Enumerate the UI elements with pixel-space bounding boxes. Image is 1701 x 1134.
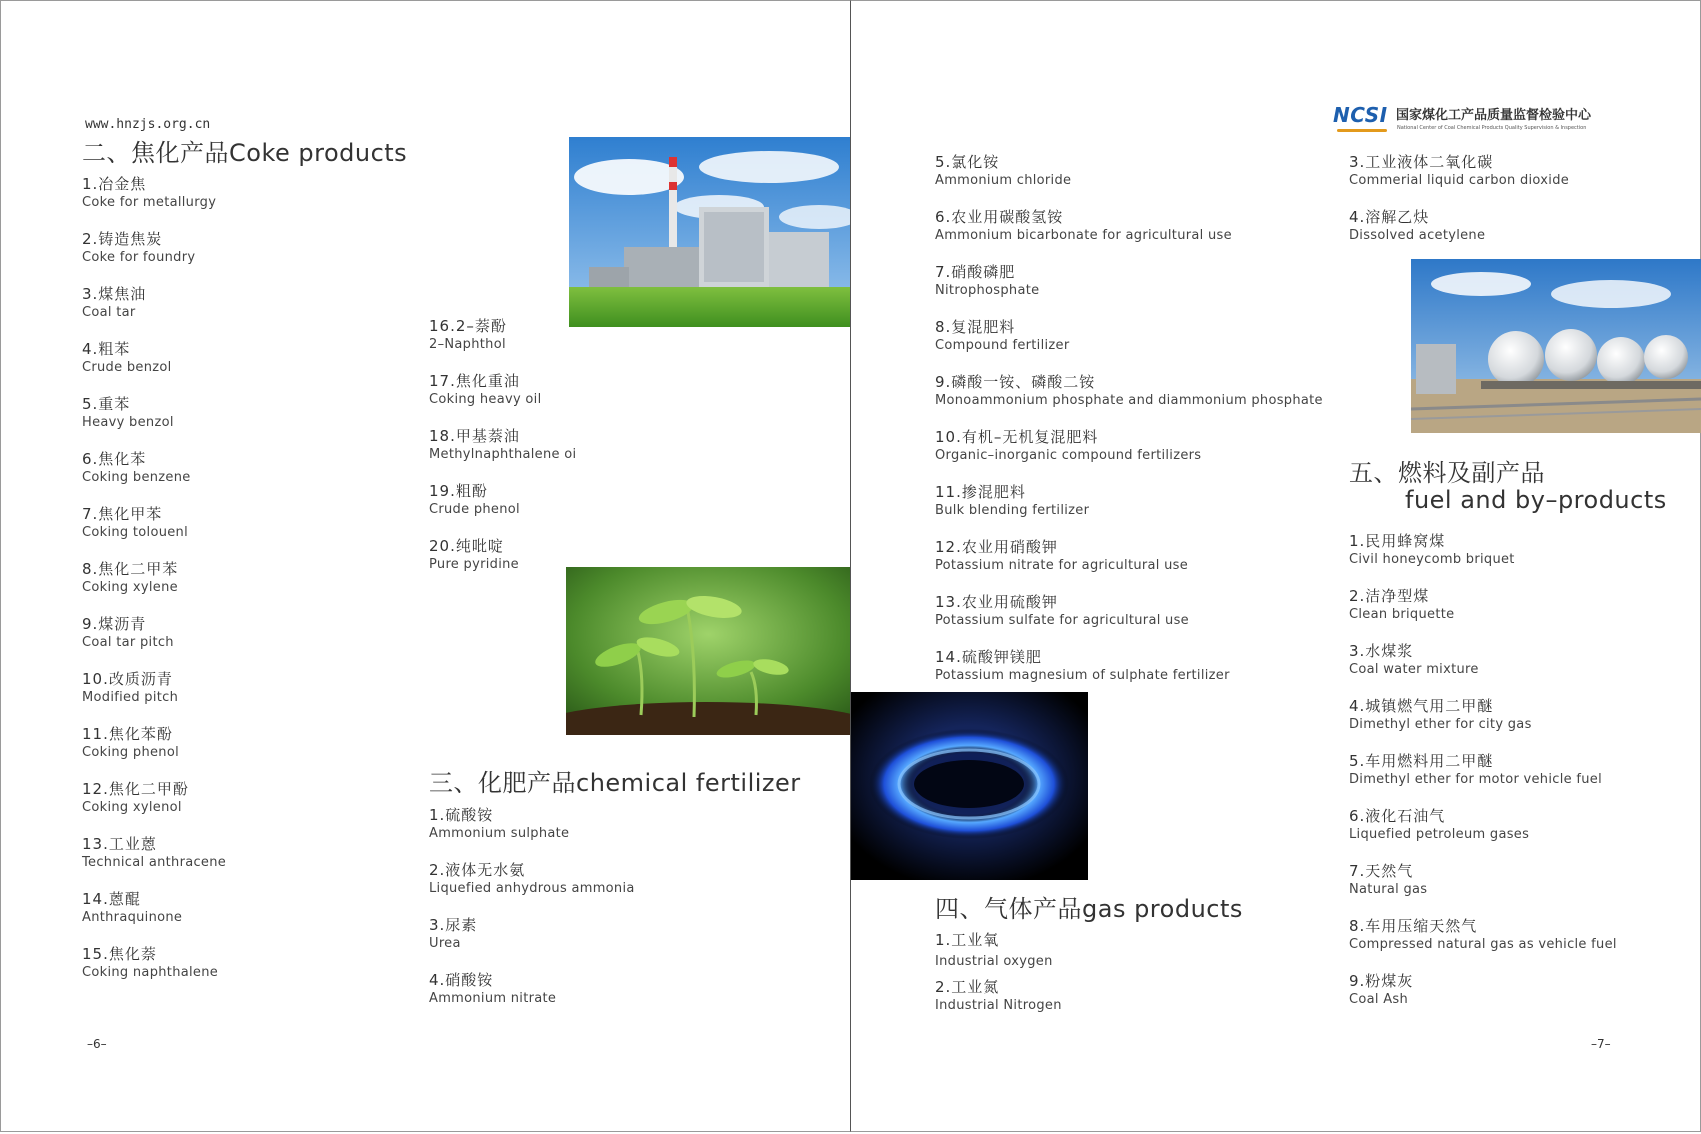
list-item	[82, 779, 189, 817]
list-item	[935, 372, 1323, 410]
list-item	[935, 930, 1053, 971]
logo-swoosh	[1337, 129, 1387, 132]
list-item	[935, 317, 1069, 355]
page-number: –6–	[87, 1037, 107, 1051]
list-item	[935, 977, 1062, 1015]
item-en: Compound fertilizer	[935, 338, 1070, 353]
item-en: Potassium nitrate for agricultural use	[935, 558, 1189, 573]
item-cn: 11.掺混肥料	[935, 483, 1026, 501]
item-cn: 1.冶金焦	[82, 175, 147, 193]
list-item	[82, 724, 179, 762]
list-item	[82, 229, 195, 267]
list-item	[935, 537, 1188, 575]
item-en: Heavy benzol	[82, 415, 174, 430]
ncsi-logo	[1333, 99, 1633, 139]
item-en: Dissolved acetylene	[1349, 228, 1486, 243]
item-en: Industrial Nitrogen	[935, 998, 1062, 1013]
logo-en-name: National Center of Coal Chemical Products Quality Supervision & Inspection	[1397, 125, 1587, 131]
item-cn: 11.焦化苯酚	[82, 725, 173, 743]
item-cn: 6.液化石油气	[1349, 807, 1446, 825]
item-cn: 13.农业用硫酸钾	[935, 593, 1058, 611]
item-cn: 19.粗酚	[429, 482, 488, 500]
page-6	[0, 0, 851, 1132]
item-en: 2–Naphthol	[429, 337, 506, 352]
list-item	[82, 339, 172, 377]
item-cn: 5.重苯	[82, 395, 131, 413]
item-cn: 2.液体无水氨	[429, 861, 526, 879]
item-en: Coking xylenol	[82, 800, 182, 815]
item-en: Anthraquinone	[82, 910, 183, 925]
list-item	[82, 614, 174, 652]
item-cn: 4.城镇燃气用二甲醚	[1349, 697, 1494, 715]
item-cn: 4.溶解乙炔	[1349, 208, 1430, 226]
item-en: Clean briquette	[1349, 607, 1455, 622]
item-en: Liquefied petroleum gases	[1349, 827, 1530, 842]
list-item	[82, 174, 216, 212]
list-item	[429, 970, 556, 1008]
item-cn: 7.焦化甲苯	[82, 505, 163, 523]
item-cn: 4.粗苯	[82, 340, 131, 358]
list-item	[1349, 971, 1413, 1009]
item-en: Ammonium chloride	[935, 173, 1072, 188]
item-cn: 2.铸造焦炭	[82, 230, 163, 248]
item-en: Ammonium sulphate	[429, 826, 570, 841]
item-en: Liquefied anhydrous ammonia	[429, 881, 635, 896]
gas-products-heading: 四、气体产品gas products	[935, 895, 1243, 923]
list-item	[1349, 531, 1515, 569]
ncsi-logo-mark: NCSI	[1333, 103, 1388, 127]
item-en: Ammonium nitrate	[429, 991, 557, 1006]
list-item	[935, 427, 1201, 465]
list-item	[935, 647, 1230, 685]
logo-cn-name: 国家煤化工产品质量监督检验中心	[1396, 108, 1592, 123]
item-en: Coking naphthalene	[82, 965, 219, 980]
item-en: Methylnaphthalene oi	[429, 447, 577, 462]
item-en: Crude benzol	[82, 360, 172, 375]
page-number: –7–	[1591, 1037, 1611, 1051]
item-en: Pure pyridine	[429, 557, 519, 572]
item-en: Modified pitch	[82, 690, 179, 705]
item-en: Industrial oxygen	[935, 954, 1053, 969]
list-item	[935, 482, 1089, 520]
item-cn: 4.硝酸铵	[429, 971, 494, 989]
list-item	[1349, 207, 1485, 245]
item-cn: 9.磷酸一铵、磷酸二铵	[935, 373, 1096, 391]
list-item	[1349, 586, 1454, 624]
list-item	[429, 426, 576, 464]
list-item	[82, 394, 174, 432]
coke-products-heading: 二、焦化产品Coke products	[82, 139, 408, 167]
item-en: Bulk blending fertilizer	[935, 503, 1090, 518]
list-item	[935, 262, 1039, 300]
item-cn: 5.车用燃料用二甲醚	[1349, 752, 1494, 770]
item-cn: 6.焦化苯	[82, 450, 147, 468]
list-item	[1349, 806, 1529, 844]
list-item	[935, 207, 1232, 245]
list-item	[429, 860, 635, 898]
seedlings-photo	[566, 567, 851, 735]
item-en: Coal tar	[82, 305, 136, 320]
item-cn: 9.粉煤灰	[1349, 972, 1414, 990]
list-item	[429, 371, 542, 409]
list-item	[935, 152, 1071, 190]
list-item	[1349, 696, 1532, 734]
item-en: Coke for foundry	[82, 250, 196, 265]
list-item	[82, 669, 178, 707]
item-en: Potassium sulfate for agricultural use	[935, 613, 1189, 628]
page-7	[850, 0, 1701, 1132]
item-cn: 18.甲基萘油	[429, 427, 520, 445]
list-item	[82, 834, 226, 872]
item-cn: 14.蒽醌	[82, 890, 141, 908]
item-en: Ammonium bicarbonate for agricultural use	[935, 228, 1232, 243]
storage-tanks-photo	[1411, 259, 1701, 433]
item-cn: 5.氯化铵	[935, 153, 1000, 171]
item-en: Coking phenol	[82, 745, 179, 760]
item-cn: 8.车用压缩天然气	[1349, 917, 1478, 935]
item-en: Dimethyl ether for city gas	[1349, 717, 1532, 732]
list-item	[935, 592, 1189, 630]
item-en: Coking tolouenl	[82, 525, 188, 540]
item-cn: 14.硫酸钾镁肥	[935, 648, 1042, 666]
item-cn: 3.煤焦油	[82, 285, 147, 303]
item-cn: 15.焦化萘	[82, 945, 157, 963]
item-en: Technical anthracene	[82, 855, 227, 870]
item-cn: 17.焦化重油	[429, 372, 520, 390]
item-cn: 1.硫酸铵	[429, 806, 494, 824]
list-item	[1349, 916, 1617, 954]
item-cn: 8.复混肥料	[935, 318, 1016, 336]
item-cn: 3.水煤浆	[1349, 642, 1414, 660]
item-en: Natural gas	[1349, 882, 1428, 897]
item-en: Coke for metallurgy	[82, 195, 217, 210]
item-en: Potassium magnesium of sulphate fertilizer	[935, 668, 1230, 683]
list-item	[82, 284, 146, 322]
item-cn: 16.2–萘酚	[429, 317, 507, 335]
item-cn: 7.硝酸磷肥	[935, 263, 1016, 281]
power-plant-photo	[569, 137, 851, 327]
list-item	[1349, 751, 1602, 789]
list-item	[1349, 152, 1569, 190]
list-item	[82, 504, 188, 542]
item-en: Coking benzene	[82, 470, 191, 485]
item-cn: 20.纯吡啶	[429, 537, 504, 555]
list-item	[429, 915, 477, 953]
list-item	[429, 316, 507, 354]
item-cn: 12.焦化二甲酚	[82, 780, 189, 798]
item-en: Coking heavy oil	[429, 392, 542, 407]
item-en: Coal tar pitch	[82, 635, 174, 650]
list-item	[429, 536, 519, 574]
item-cn: 10.改质沥青	[82, 670, 173, 688]
item-cn: 12.农业用硝酸钾	[935, 538, 1058, 556]
website-url: www.hnzjs.org.cn	[85, 117, 211, 132]
item-en: Commerial liquid carbon dioxide	[1349, 173, 1570, 188]
item-en: Organic–inorganic compound fertilizers	[935, 448, 1202, 463]
item-en: Civil honeycomb briquet	[1349, 552, 1515, 567]
item-cn: 1.工业氧	[935, 931, 1000, 949]
item-cn: 7.天然气	[1349, 862, 1414, 880]
list-item	[429, 805, 569, 843]
item-cn: 2.工业氮	[935, 978, 1000, 996]
fertilizer-heading: 三、化肥产品chemical fertilizer	[429, 769, 801, 797]
list-item	[82, 449, 191, 487]
item-en: Nitrophosphate	[935, 283, 1040, 298]
item-en: Coal Ash	[1349, 992, 1409, 1007]
item-en: Dimethyl ether for motor vehicle fuel	[1349, 772, 1602, 787]
item-cn: 3.尿素	[429, 916, 478, 934]
item-cn: 6.农业用碳酸氢铵	[935, 208, 1064, 226]
item-en: Crude phenol	[429, 502, 520, 517]
gas-flame-photo	[851, 692, 1088, 880]
list-item	[1349, 641, 1479, 679]
item-cn: 10.有机–无机复混肥料	[935, 428, 1099, 446]
item-en: Coking xylene	[82, 580, 178, 595]
list-item	[82, 559, 178, 597]
item-cn: 8.焦化二甲苯	[82, 560, 179, 578]
fuel-heading-en: fuel and by–products	[1405, 486, 1667, 514]
fuel-heading-cn: 五、燃料及副产品	[1349, 459, 1545, 487]
list-item	[82, 889, 182, 927]
item-en: Monoammonium phosphate and diammonium phosphate	[935, 393, 1323, 408]
item-cn: 9.煤沥青	[82, 615, 147, 633]
list-item	[429, 481, 520, 519]
item-cn: 2.洁净型煤	[1349, 587, 1430, 605]
item-cn: 1.民用蜂窝煤	[1349, 532, 1446, 550]
item-en: Urea	[429, 936, 461, 951]
item-en: Compressed natural gas as vehicle fuel	[1349, 937, 1617, 952]
list-item	[1349, 861, 1427, 899]
item-cn: 3.工业液体二氧化碳	[1349, 153, 1494, 171]
item-cn: 13.工业蒽	[82, 835, 157, 853]
item-en: Coal water mixture	[1349, 662, 1479, 677]
list-item	[82, 944, 218, 982]
